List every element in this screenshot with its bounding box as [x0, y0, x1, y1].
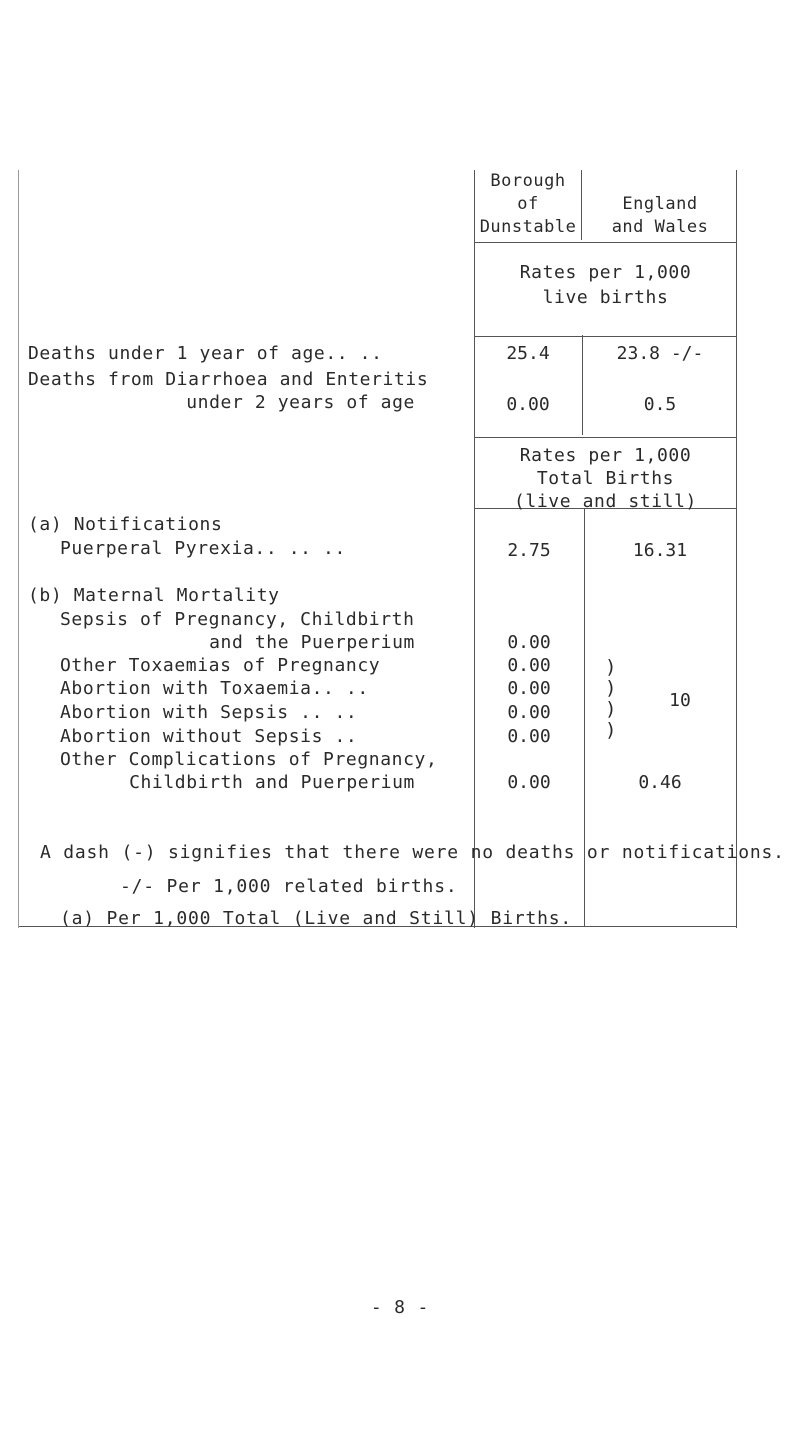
toxaemias-borough-value: 0.00	[507, 655, 551, 676]
page-number: - 8 -	[370, 1297, 430, 1318]
infant-deaths-england-value: 23.8 -/-	[616, 343, 704, 364]
infant-deaths-label: Deaths under 1 year of age.. ..	[28, 343, 383, 364]
other-complications-borough-value: 0.00	[507, 772, 551, 793]
abortion-toxaemia-borough-value: 0.00	[507, 678, 551, 699]
live-births-caption-rule	[474, 336, 737, 337]
footnote-related-births: -/- Per 1,000 related births.	[120, 876, 458, 897]
diarrhoea-borough-value: 0.00	[506, 394, 550, 415]
header-bottom-rule	[474, 242, 737, 243]
diarrhoea-label-line-1: Deaths from Diarrhoea and Enteritis	[28, 369, 429, 390]
abortion-group-bracket: ) ) ) )	[605, 656, 617, 741]
abortion-sepsis-borough-value: 0.00	[507, 702, 551, 723]
live-births-bottom-rule	[474, 437, 737, 438]
diarrhoea-england-value: 0.5	[643, 394, 677, 415]
total-births-caption-line-2: Total Births	[536, 468, 675, 489]
other-complications-label-line-2: Childbirth and Puerperium	[129, 772, 415, 793]
puerperal-pyrexia-borough-value: 2.75	[507, 540, 551, 561]
england-header-line-2: and Wales	[611, 217, 709, 237]
footnote-dash: A dash (-) signifies that there were no deaths or notifications.	[40, 842, 785, 863]
live-births-caption	[474, 260, 737, 310]
maternal-mortality-heading: (b) Maternal Mortality	[28, 585, 280, 606]
puerperal-pyrexia-label: Puerperal Pyrexia.. .. ..	[60, 538, 346, 559]
england-column-header	[584, 193, 736, 239]
sepsis-label-line-2: and the Puerperium	[209, 632, 415, 653]
live-births-caption-line-1: Rates per 1,000	[519, 262, 692, 283]
sepsis-borough-value: 0.00	[507, 632, 551, 653]
notifications-heading: (a) Notifications	[28, 514, 223, 535]
abortion-toxaemia-label: Abortion with Toxaemia.. ..	[60, 678, 369, 699]
abortion-group-england-value: 10	[669, 690, 691, 711]
table-left-rule	[18, 170, 19, 928]
infant-deaths-borough-value: 25.4	[506, 343, 550, 364]
live-births-caption-line-2: live births	[542, 287, 669, 308]
borough-header-line-1: Borough	[490, 171, 566, 191]
toxaemias-label: Other Toxaemias of Pregnancy	[60, 655, 381, 676]
diarrhoea-label-line-2: under 2 years of age	[186, 392, 415, 413]
other-complications-england-value: 0.46	[638, 772, 682, 793]
abortion-without-sepsis-label: Abortion without Sepsis ..	[60, 726, 358, 747]
borough-column-header	[474, 170, 582, 239]
borough-header-line-2: of	[517, 194, 539, 214]
borough-header-line-3: Dunstable	[479, 217, 577, 237]
total-births-caption	[474, 444, 737, 513]
live-births-divider-rule	[582, 335, 583, 435]
puerperal-pyrexia-england-value: 16.31	[632, 540, 688, 561]
other-complications-label-line-1: Other Complications of Pregnancy,	[60, 749, 438, 770]
abortion-without-sepsis-borough-value: 0.00	[507, 726, 551, 747]
total-births-caption-line-1: Rates per 1,000	[519, 445, 692, 466]
total-births-caption-line-3: (live and still)	[514, 491, 697, 512]
footnote-total-births: (a) Per 1,000 Total (Live and Still) Births.	[60, 908, 573, 929]
abortion-sepsis-label: Abortion with Sepsis .. ..	[60, 702, 358, 723]
sepsis-label-line-1: Sepsis of Pregnancy, Childbirth	[60, 609, 415, 630]
england-header-line-1: England	[622, 194, 698, 214]
total-births-divider-rule	[584, 508, 585, 926]
